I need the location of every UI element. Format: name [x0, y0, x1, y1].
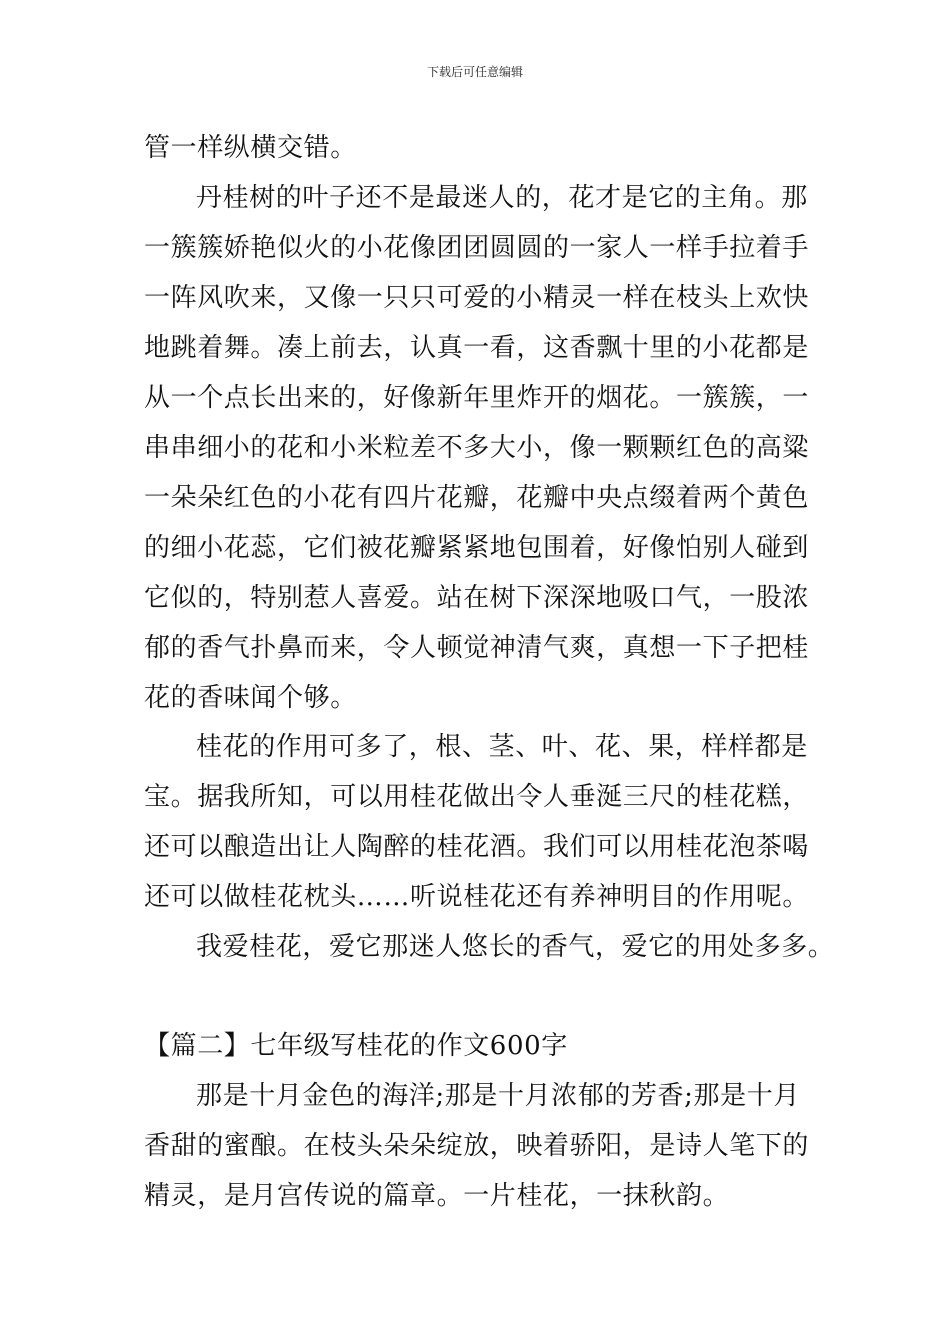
paragraph-first-line: 那是十月金色的海洋;那是十月浓郁的芳香;那是十月 [196, 1081, 800, 1111]
text-line: 一阵风吹来，又像一只只可爱的小精灵一样在枝头上欢快 [144, 283, 810, 313]
text-line: 管一样纵横交错。 [144, 133, 357, 163]
text-line: 它似的，特别惹人喜爱。站在树下深深地吸口气，一股浓 [144, 583, 810, 613]
text-line: 郁的香气扑鼻而来，令人顿觉神清气爽，真想一下子把桂 [144, 633, 810, 663]
text-line: 的细小花蕊，它们被花瓣紧紧地包围着，好像怕别人碰到 [144, 533, 810, 563]
text-line: 还可以酿造出让人陶醉的桂花酒。我们可以用桂花泡茶喝 [144, 832, 810, 862]
text-line: 地跳着舞。凑上前去，认真一看，这香飘十里的小花都是 [144, 333, 810, 363]
text-line: 一朵朵红色的小花有四片花瓣，花瓣中央点缀着两个黄色 [144, 483, 810, 513]
text-line: 宝。据我所知，可以用桂花做出令人垂涎三尺的桂花糕， [144, 782, 810, 812]
text-line: 串串细小的花和小米粒差不多大小，像一颗颗红色的高粱 [144, 433, 810, 463]
paragraph-first-line: 丹桂树的叶子还不是最迷人的，花才是它的主角。那 [196, 183, 808, 213]
text-line: 花的香味闻个够。 [144, 683, 357, 713]
text-line: 一簇簇娇艳似火的小花像团团圆圆的一家人一样手拉着手 [144, 233, 810, 263]
text-line: 从一个点长出来的，好像新年里炸开的烟花。一簇簇，一 [144, 383, 810, 413]
section-heading: 【篇二】七年级写桂花的作文600字 [144, 1031, 568, 1061]
text-line: 香甜的蜜酿。在枝头朵朵绽放，映着骄阳，是诗人笔下的 [144, 1131, 810, 1161]
page-header-note: 下载后可任意编辑 [426, 65, 523, 79]
paragraph-first-line: 我爱桂花，爱它那迷人悠长的香气，爱它的用处多多。 [196, 932, 835, 962]
paragraph-first-line: 桂花的作用可多了，根、茎、叶、花、果，样样都是 [196, 732, 808, 762]
text-line: 精灵，是月宫传说的篇章。一片桂花，一抹秋韵。 [144, 1181, 730, 1211]
text-line: 还可以做桂花枕头……听说桂花还有养神明目的作用呢。 [144, 882, 810, 912]
